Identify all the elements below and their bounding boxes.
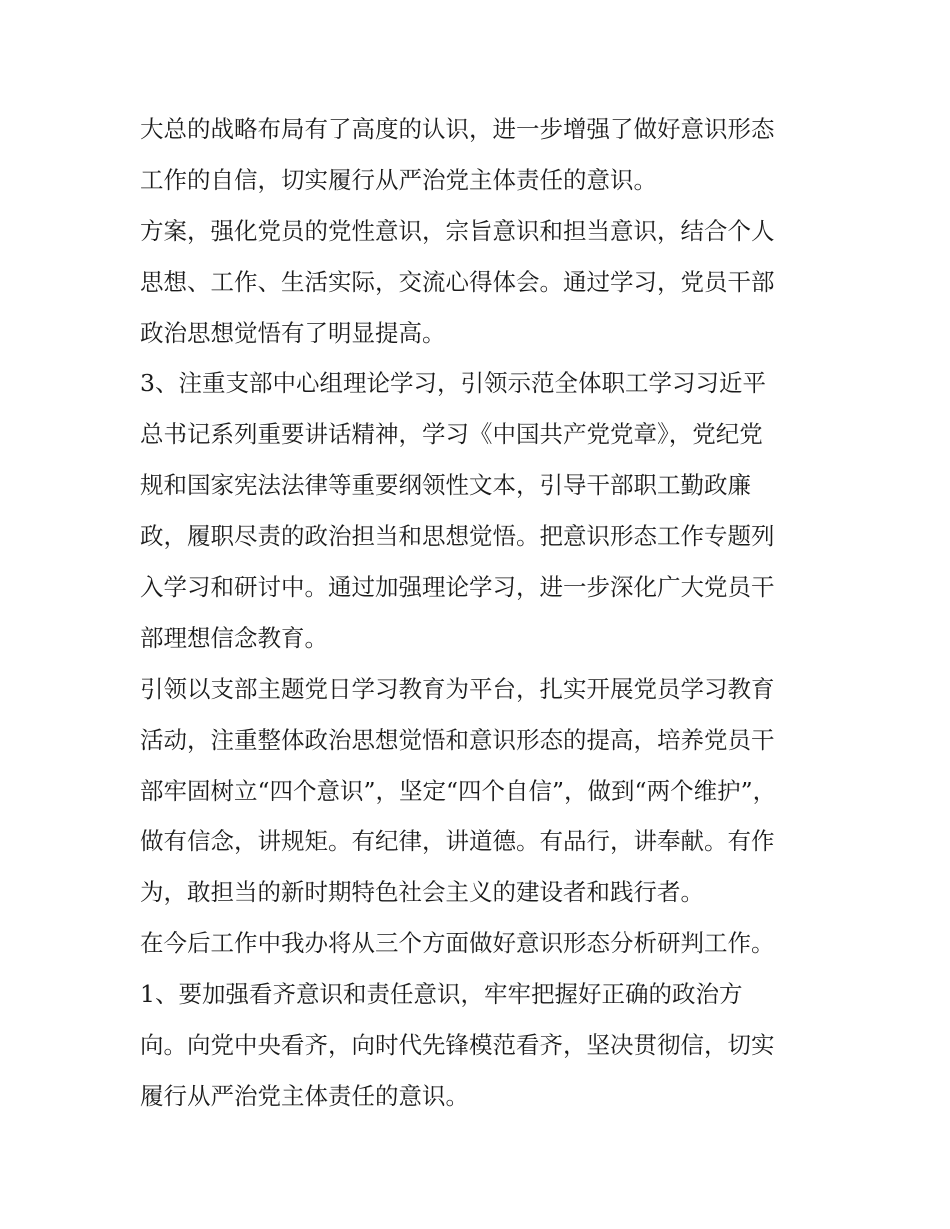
text-line: 规和国家宪法法律等重要纲领性文本，引导干部职工勤政廉 — [140, 471, 751, 500]
text-line: 向。向党中央看齐，向时代先锋模范看齐，坚决贯彻信，切实 — [140, 1031, 775, 1060]
text-line: 大总的战略布局有了高度的认识，进一步增强了做好意识形态 — [140, 115, 775, 143]
text-line: 为，敢担当的新时期特色社会主义的建设者和践行者。 — [140, 878, 704, 907]
text-line: 方案，强化党员的党性意识，宗旨意识和担当意识，结合个人 — [140, 216, 775, 245]
text-line: 总书记系列重要讲话精神，学习《中国共产党党章》，党纪党 — [140, 420, 763, 449]
text-line: 工作的自信，切实履行从严治党主体责任的意识。 — [140, 165, 657, 194]
text-line: 做有信念，讲规矩。有纪律，讲道德。有品行，讲奉献。有作 — [140, 827, 775, 856]
text-line: 入学习和研讨中。通过加强理论学习，进一步深化广大党员干 — [140, 573, 775, 602]
text-line: 引领以支部主题党日学习教育为平台，扎实开展党员学习教育 — [140, 674, 775, 703]
text-line: 思想、工作、生活实际，交流心得体会。通过学习，党员干部 — [140, 267, 775, 296]
text-line: 政治思想觉悟有了明显提高。 — [140, 318, 446, 347]
text-line: 履行从严治党主体责任的意识。 — [140, 1081, 469, 1110]
text-line: 部牢固树立“四个意识”，坚定“四个自信”，做到“两个维护”， — [140, 776, 777, 805]
text-line: 活动，注重整体政治思想觉悟和意识形态的提高，培养党员干 — [140, 725, 775, 754]
text-line: 政，履职尽责的政治担当和思想觉悟。把意识形态工作专题列 — [140, 522, 775, 551]
text-line: 3、注重支部中心组理论学习，引领示范全体职工学习习近平 — [140, 369, 766, 398]
text-line: 1、要加强看齐意识和责任意识，牢牢把握好正确的政治方 — [140, 980, 743, 1009]
text-line: 部理想信念教育。 — [140, 623, 328, 652]
document-body — [140, 104, 820, 1122]
text-line: 在今后工作中我办将从三个方面做好意识形态分析研判工作。 — [140, 929, 775, 958]
